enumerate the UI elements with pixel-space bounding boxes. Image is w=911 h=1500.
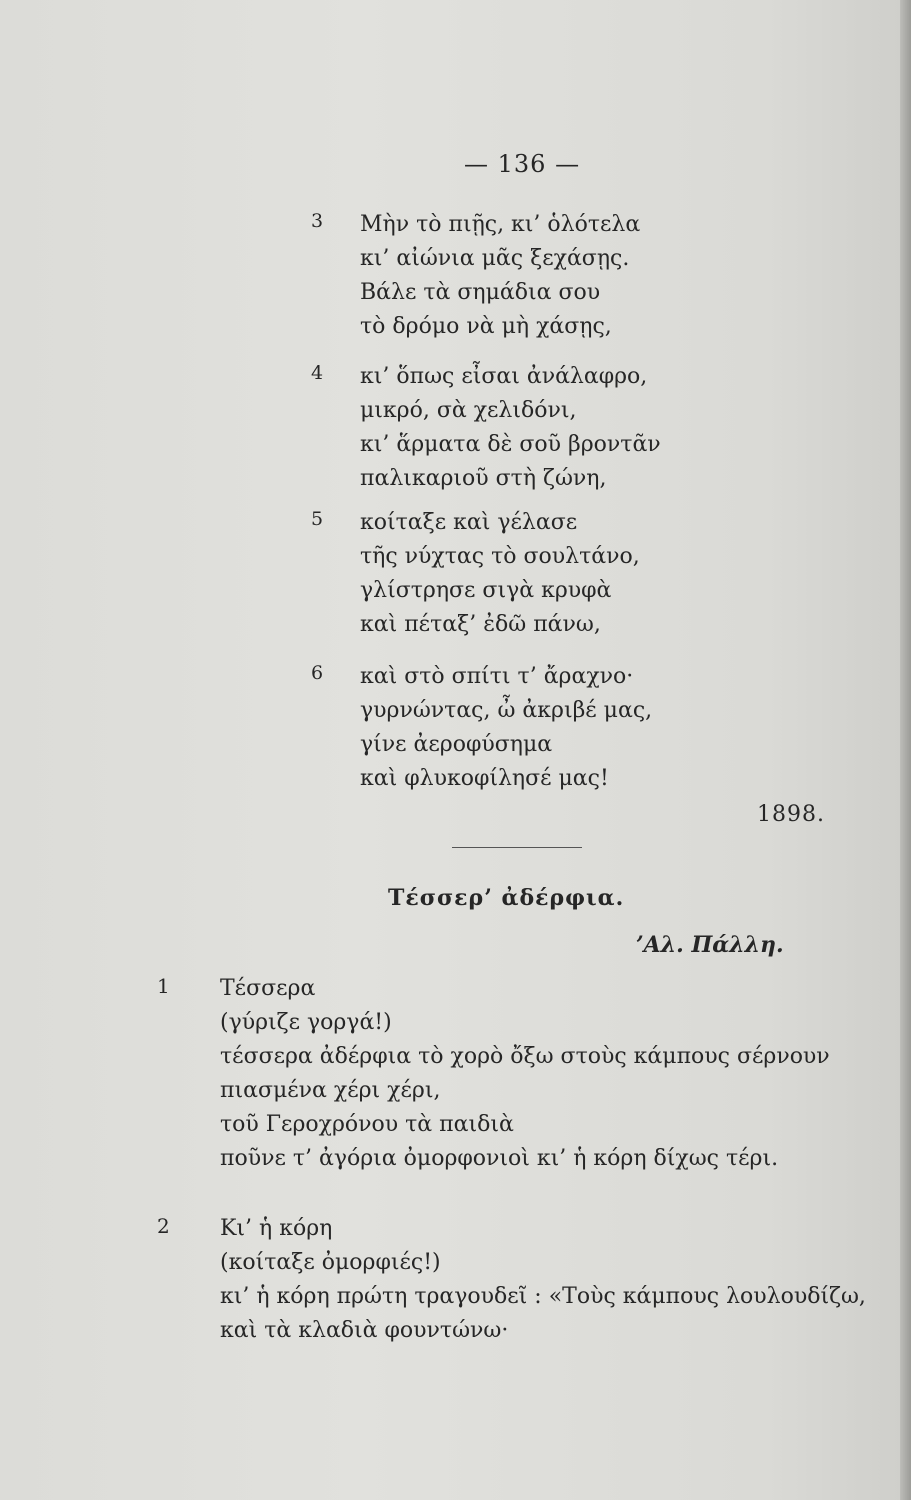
verse-line: Κι’ ἡ κόρη (220, 1216, 333, 1241)
verse-line: παλικαριοῦ στὴ ζώνη, (360, 466, 607, 491)
stanza-number: 4 (311, 362, 324, 384)
part-number: 2 (157, 1214, 170, 1238)
verse-line: Τέσσερα (220, 976, 316, 1001)
verse-line: κι’ ὅπως εἶσαι ἀνάλαφρο, (360, 364, 648, 389)
verse-line: τῆς νύχτας τὸ σουλτάνο, (360, 544, 640, 569)
verse-line: καὶ τὰ κλαδιὰ φουντώνω· (220, 1318, 509, 1343)
verse-line: κοίταξε καὶ γέλασε (360, 510, 578, 535)
verse-line: ποῦνε τ’ ἀγόρια ὀμορφονιοὶ κι’ ἡ κόρη δίχως τέρι. (220, 1146, 779, 1171)
section-divider (452, 847, 582, 848)
verse-line: γυρνώντας, ὦ ἀκριβέ μας, (360, 698, 653, 723)
verse-line: κι’ ἡ κόρη πρώτη τραγουδεῖ : «Τοὺς κάμπους λουλουδίζω, (220, 1284, 866, 1309)
verse-line: πιασμένα χέρι χέρι, (220, 1078, 441, 1103)
verse-line: μικρό, σὰ χελιδόνι, (360, 398, 577, 423)
verse-line: καὶ πέταξ’ ἐδῶ πάνω, (360, 612, 601, 637)
stanza-number: 3 (311, 210, 324, 232)
stanza-number: 6 (311, 662, 324, 684)
verse-line: Μὴν τὸ πιῇς, κι’ ὁλότελα (360, 212, 641, 237)
verse-line: γλίστρησε σιγὰ κρυφὰ (360, 578, 612, 603)
page-number: — 136 — (464, 150, 581, 178)
verse-line: γίνε ἀεροφύσημα (360, 732, 553, 757)
stanza-number: 5 (311, 508, 324, 530)
verse-line: τὸ δρόμο νὰ μὴ χάσῃς, (360, 314, 612, 339)
verse-line: τοῦ Γεροχρόνου τὰ παιδιὰ (220, 1112, 514, 1137)
verse-line: κι’ ἅρματα δὲ σοῦ βροντᾶν (360, 432, 661, 457)
verse-line: καὶ στὸ σπίτι τ’ ἄραχνο· (360, 664, 634, 689)
verse-line: (γύριζε γοργά!) (220, 1010, 392, 1035)
verse-line: καὶ φλυκοφίλησέ μας! (360, 766, 609, 791)
verse-line: τέσσερα ἀδέρφια τὸ χορὸ ὄξω στοὺς κάμπους σέρνουν (220, 1044, 830, 1069)
poem-author: ’Αλ. Πάλλη. (636, 932, 784, 958)
verse-line: κι’ αἰώνια μᾶς ξεχάσῃς. (360, 246, 630, 271)
poem-date: 1898. (757, 802, 825, 827)
verse-line: Βάλε τὰ σημάδια σου (360, 280, 601, 305)
poem-title: Τέσσερ’ ἀδέρφια. (388, 885, 625, 911)
page-edge (900, 0, 911, 1500)
verse-line: (κοίταξε ὀμορφιές!) (220, 1250, 441, 1275)
part-number: 1 (157, 974, 170, 998)
